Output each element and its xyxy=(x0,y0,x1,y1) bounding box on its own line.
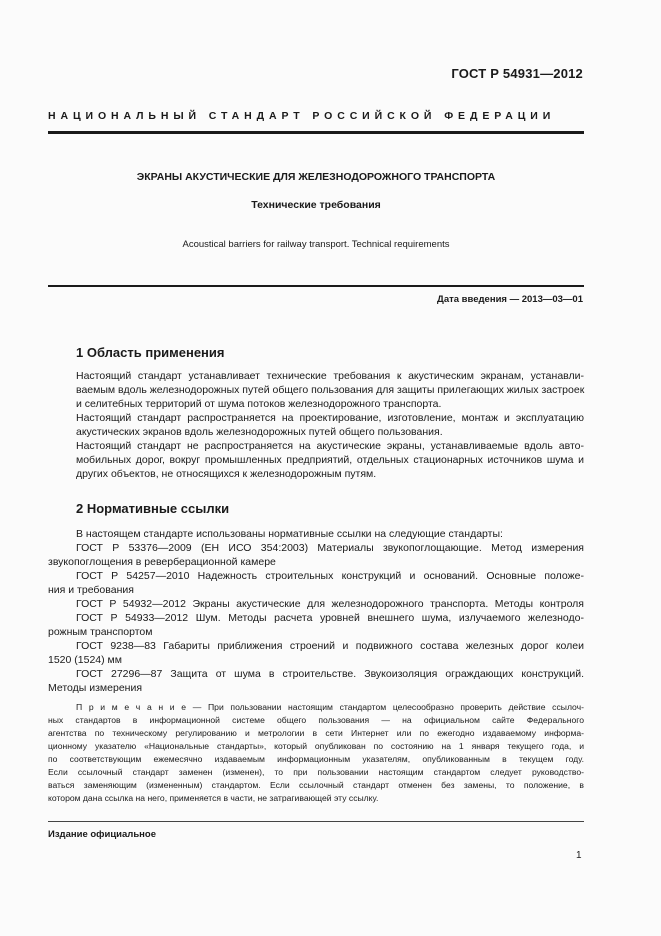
text-line: мобильных дорог, вокруг промышленных предприятий, отдельных стационарных источников шума и xyxy=(76,454,584,466)
title-rule xyxy=(48,285,584,287)
national-standard-banner: НАЦИОНАЛЬНЫЙ СТАНДАРТ РОССИЙСКОЙ ФЕДЕРАЦИИ xyxy=(48,110,556,122)
reference-line: рожным транспортом xyxy=(48,626,153,638)
document-subtitle: Технические требования xyxy=(251,199,381,211)
document-number: ГОСТ Р 54931—2012 xyxy=(451,66,583,81)
text-line: Настоящий стандарт не распространяется на акустические экраны, устанавливаемые вдоль авто- xyxy=(76,440,584,452)
note-line: П р и м е ч а н и е — При пользовании настоящим стандартом целесообразно проверить действие ссылоч- xyxy=(76,702,584,712)
note-line: ваться заменяющим (измененным) стандартом. Если ссылочный стандарт отменен без замены, то положение, в xyxy=(48,780,584,790)
note-line: по соответствующим ежемесячно издаваемым информационным указателям, опубликованным в текущем году. xyxy=(48,754,584,764)
edition-label: Издание официальное xyxy=(48,829,156,840)
reference-line: звукопоглощения в реверберационной камере xyxy=(48,556,276,568)
section-heading: 2 Нормативные ссылки xyxy=(76,501,230,516)
reference-line: Методы измерения xyxy=(48,682,143,694)
text-line: акустических экранов вдоль железнодорожных путей общего пользования. xyxy=(76,426,443,438)
reference-line: ГОСТ Р 54257—2010 Надежность строительных конструкций и оснований. Основные положе- xyxy=(76,570,584,582)
note-line: ных стандартов в информационной системе общего пользования — на официальном сайте Федерального xyxy=(48,715,584,725)
text-line: и селитебных территорий от шума потоков железнодорожного транспорта. xyxy=(76,398,442,410)
reference-line: ГОСТ Р 54933—2012 Шум. Методы расчета уровней внешнего шума, излучаемого железнодо- xyxy=(76,612,584,624)
document-title: ЭКРАНЫ АКУСТИЧЕСКИЕ ДЛЯ ЖЕЛЕЗНОДОРОЖНОГО ТРАНСПОРТА xyxy=(136,171,496,183)
reference-line: ГОСТ Р 53376—2009 (ЕН ИСО 354:2003) Материалы звукопоглощающие. Метод измерения xyxy=(76,542,584,554)
note-line: котором дана ссылка на него, применяется в части, не затрагивающей эту ссылку. xyxy=(48,793,379,803)
note-line: Если ссылочный стандарт заменен (изменен), то при пользовании настоящим стандартом следует руководство- xyxy=(48,767,584,777)
text-line: других объектов, не относящихся к железнодорожным путям. xyxy=(76,468,377,480)
footer-rule xyxy=(48,821,584,822)
reference-line: ГОСТ 9238—83 Габариты приближения строений и подвижного состава железных дорог колеи xyxy=(76,640,584,652)
section-heading: 1 Область применения xyxy=(76,345,225,360)
text-line: ваемым вдоль железнодорожных путей общего пользования для защиты прилегающих жилых застроек xyxy=(76,384,585,396)
text-line: Настоящий стандарт устанавливает технические требования к акустическим экранам, устанавли- xyxy=(76,370,584,382)
reference-line: 1520 (1524) мм xyxy=(48,654,122,666)
reference-line: ГОСТ 27296—87 Защита от шума в строительстве. Звукоизоляция ограждающих конструкций. xyxy=(76,668,584,680)
reference-line: ГОСТ Р 54932—2012 Экраны акустические для железнодорожного транспорта. Методы контроля xyxy=(76,598,584,610)
english-title: Acoustical barriers for railway transport. Technical requirements xyxy=(182,239,450,250)
reference-line: ния и требования xyxy=(48,584,134,596)
note-line: ционному указателю «Национальные стандарты», который опубликован по состоянию на 1 января текущего года, и xyxy=(48,741,584,751)
page-number: 1 xyxy=(576,850,582,861)
note-line: агентства по техническому регулированию и метрологии в сети Интернет или по ежегодно издаваемому информа- xyxy=(48,728,584,738)
top-rule xyxy=(48,131,584,134)
text-line: Настоящий стандарт распространяется на проектирование, изготовление, монтаж и эксплуатацию xyxy=(76,412,584,424)
text-line: В настоящем стандарте использованы нормативные ссылки на следующие стандарты: xyxy=(76,528,503,540)
introduction-date: Дата введения — 2013—03—01 xyxy=(437,294,583,305)
